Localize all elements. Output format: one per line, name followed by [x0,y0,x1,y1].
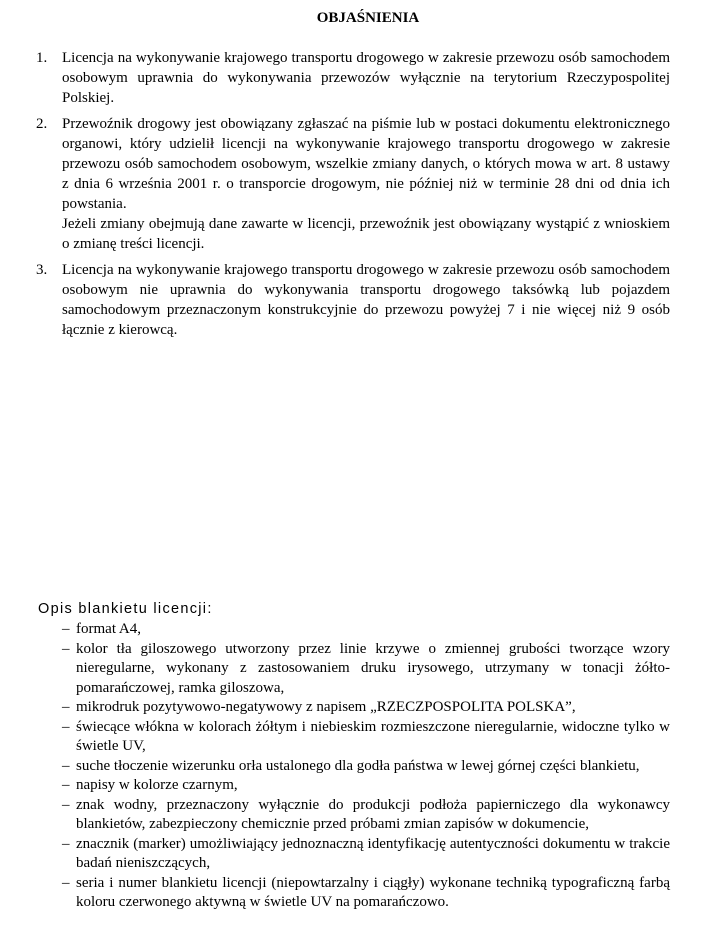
explanation-item [36,260,670,340]
list-item-text: mikrodruk pozytywowo-negatywowy z napisem „RZECZPOSPOLITA POLSKA”, [76,699,576,715]
list-item [62,796,670,835]
list-item [62,874,670,913]
list-item [62,718,670,757]
list-item-text: świecące włókna w kolorach żółtym i niebieskim rozmieszczone nieregularnie, widoczne tylko w świetle UV, [76,718,670,754]
item-text: Jeżeli zmiany obejmują dane zawarte w licencji, przewoźnik jest obowiązany wystąpić z wnioskiem o zmianę treści licencji. [62,216,670,252]
explanations-list [36,48,670,346]
dash-bullet: – [62,777,70,793]
dash-bullet: – [62,835,70,852]
list-item [62,640,670,699]
dash-bullet: – [62,640,70,657]
dash-bullet: – [62,621,70,637]
dash-bullet: – [62,718,70,735]
dash-bullet: – [62,757,70,774]
dash-bullet: – [62,874,70,891]
blank-description-list [62,620,670,913]
page-title: OBJAŚNIENIA [316,10,420,26]
list-item [62,835,670,874]
list-item-text: kolor tła giloszowego utworzony przez linie krzywe o zmiennej grubości tworzące wzory nieregularne, wykonany z zastosowaniem druku irysowego, utrzymany w tonacji żółto-pomarańczowej, ramka giloszowa, [76,640,670,696]
explanation-item [36,48,670,108]
list-item-text: znacznik (marker) umożliwiający jednoznaczną identyfikację autentyczności dokumentu w trakcie badań nieniszczących, [76,835,670,871]
item-text: Licencja na wykonywanie krajowego transportu drogowego w zakresie przewozu osób samochodem osobowym nie uprawnia do wykonywania transportu drogowego taksówką lub pojazdem samochodowym przeznaczonym konstrukcyjnie do przewozu powyżej 7 i nie więcej niż 9 osób łącznie z kierowcą. [62,262,670,338]
list-item [62,698,670,718]
list-item-text: format A4, [76,621,141,637]
item-number: 2. [36,116,48,132]
list-item-text: znak wodny, przeznaczony wyłącznie do produkcji podłoża papierniczego dla wykonawcy blankietów, zabezpieczony chemicznie przed próbami zmian zapisów w dokumencie, [76,796,670,832]
list-item-text: suche tłoczenie wizerunku orła ustalonego dla godła państwa w lewej górnej części blankietu, [76,757,640,774]
list-item-text: seria i numer blankietu licencji (niepowtarzalny i ciągły) wykonane techniką typograficzną farbą koloru czerwonego aktywną w świetle UV na pomarańczowo. [76,874,670,910]
list-item-text: napisy w kolorze czarnym, [76,777,238,793]
list-item [62,757,670,777]
blank-description-heading: Opis blankietu licencji: [38,601,213,617]
dash-bullet: – [62,796,70,813]
explanation-item [36,114,670,254]
item-text: Przewoźnik drogowy jest obowiązany zgłaszać na piśmie lub w postaci dokumentu elektronicznego organowi, który udzielił licencji na wykonywanie krajowego transportu drogowego w zakresie przewozu osób samochodem osobowym, wszelkie zmiany danych, o których mowa w art. 8 ustawy z dnia 6 września 2001 r. o transporcie drogowym, nie później niż w terminie 28 dni od dnia ich powstania. [62,116,670,212]
item-text: Licencja na wykonywanie krajowego transportu drogowego w zakresie przewozu osób samochodem osobowym uprawnia do wykonywania przewozów wyłącznie na terytorium Rzeczypospolitej Polskiej. [62,50,670,106]
dash-bullet: – [62,699,70,715]
item-number: 1. [36,50,48,66]
list-item [62,776,670,796]
item-number: 3. [36,262,48,278]
list-item [62,620,670,640]
